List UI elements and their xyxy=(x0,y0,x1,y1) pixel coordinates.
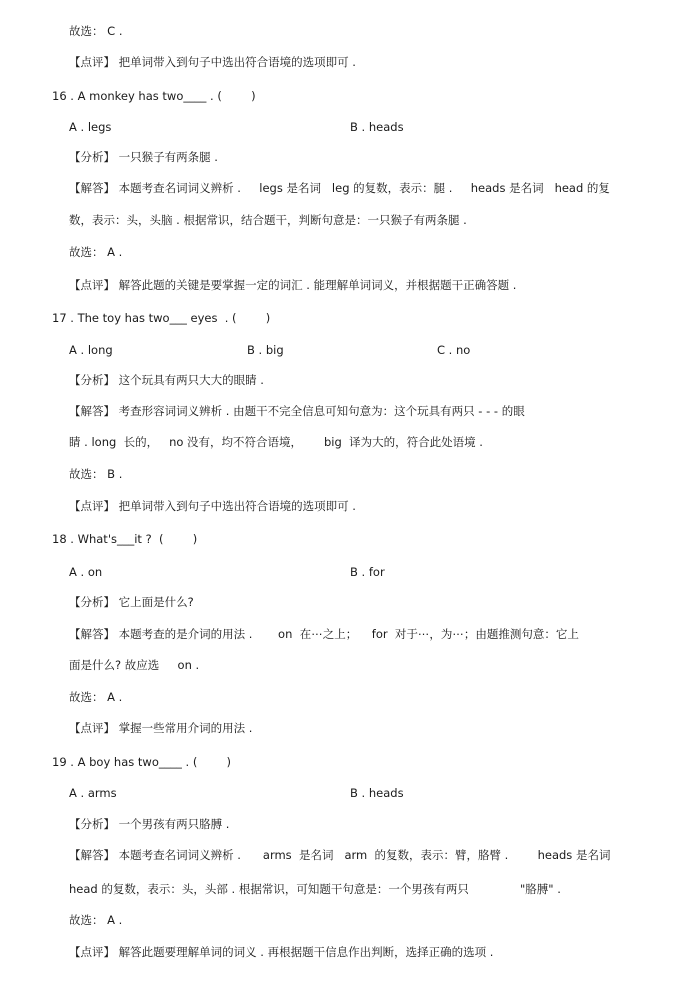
answer-choice: 故选： B . xyxy=(69,467,123,481)
question-16: 16 . A monkey has two____ . ( ) xyxy=(52,89,256,103)
solution: 【解答】 本题考查的是介词的用法 . on 在⋯之上； for 对于⋯，为⋯；由题推测句意：它上 xyxy=(69,627,579,641)
solution: 【解答】 本题考查名词词义辨析 . legs 是名词 leg 的复数，表示：腿 . heads 是名词 head 的复 xyxy=(69,181,610,195)
solution-continued: 睛 . long 长的， no 没有，均不符合语境， big 译为大的，符合此处语境 . xyxy=(69,435,483,449)
answer-choice: 故选： A . xyxy=(69,245,123,259)
analysis: 【分析】 一只猴子有两条腿 . xyxy=(69,150,218,164)
comment: 【点评】 把单词带入到句子中选出符合语境的选项即可 . xyxy=(69,55,356,69)
solution-continued: 数，表示：头，头脑 . 根据常识，结合题干，判断句意是：一只猴子有两条腿 . xyxy=(69,213,467,227)
solution: 【解答】 考查形容词词义辨析 . 由题干不完全信息可知句意为：这个玩具有两只 - - - 的眼 xyxy=(69,404,525,418)
question-18: 18 . What's___it ? ( ) xyxy=(52,532,198,546)
question-19: 19 . A boy has two____ . ( ) xyxy=(52,755,232,769)
question-17: 17 . The toy has two___ eyes . ( ) xyxy=(52,311,271,325)
option-a: A . long xyxy=(69,343,113,357)
analysis: 【分析】 它上面是什么? xyxy=(69,595,194,609)
option-a: A . arms xyxy=(69,786,117,800)
option-c: C . no xyxy=(437,343,471,357)
solution: 【解答】 本题考查名词词义辨析 . arms 是名词 arm 的复数，表示：臂，胳臂 . heads 是名词 xyxy=(69,848,611,862)
analysis: 【分析】 一个男孩有两只胳膊 . xyxy=(69,817,230,831)
comment: 【点评】 解答此题要理解单词的词义 . 再根据题干信息作出判断，选择正确的选项 . xyxy=(69,945,494,959)
comment: 【点评】 解答此题的关键是要掌握一定的词汇 . 能理解单词词义，并根据题干正确答题 . xyxy=(69,278,517,292)
solution-continued: 面是什么? 故应选 on . xyxy=(69,658,200,672)
analysis: 【分析】 这个玩具有两只大大的眼睛 . xyxy=(69,373,264,387)
answer-choice: 故选： A . xyxy=(69,690,123,704)
option-b: B . big xyxy=(247,343,284,357)
option-b: B . heads xyxy=(350,786,404,800)
comment: 【点评】 把单词带入到句子中选出符合语境的选项即可 . xyxy=(69,499,356,513)
option-a: A . legs xyxy=(69,120,112,134)
option-b: B . for xyxy=(350,565,385,579)
option-b: B . heads xyxy=(350,120,404,134)
answer-choice: 故选： A . xyxy=(69,913,123,927)
solution-continued: head 的复数，表示：头，头部 . 根据常识，可知题干句意是：一个男孩有两只 "胳膊" . xyxy=(69,882,561,896)
option-a: A . on xyxy=(69,565,103,579)
comment: 【点评】 掌握一些常用介词的用法 . xyxy=(69,721,253,735)
answer-choice: 故选： C . xyxy=(69,24,123,38)
